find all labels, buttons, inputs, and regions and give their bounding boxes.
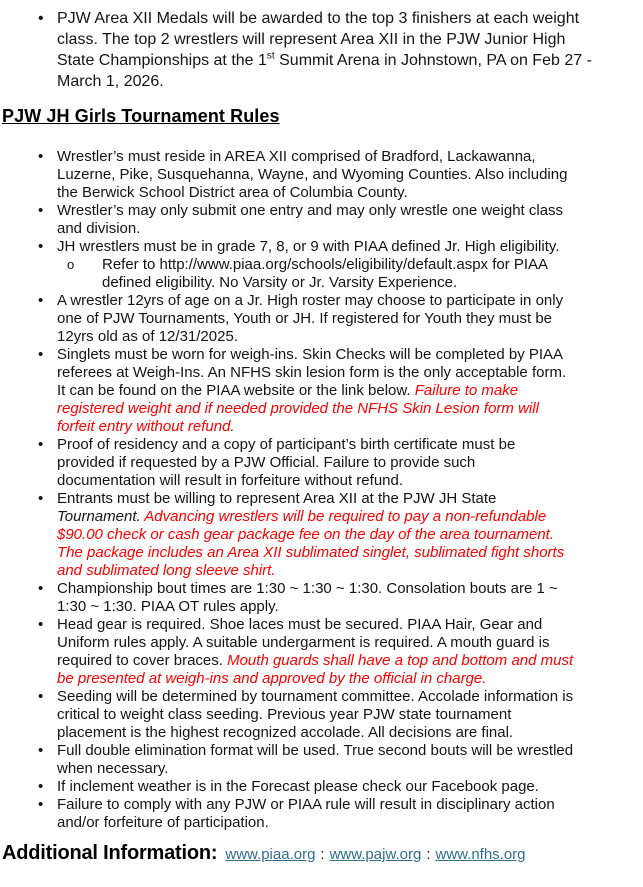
bullet-text: PJW Area XII Medals will be awarded to the top 3 finishers at each weight class. The top 2 wrestlers will represent Area XII in the PJW Junior High State Championships at the 1 [57, 10, 580, 69]
list-item [2, 778, 575, 796]
sub-list-item [57, 256, 575, 292]
bullet-text: Summit Arena in Johnstown, PA on Feb 27 -March 1, 2026. [57, 52, 592, 90]
rules-bullet-list [2, 148, 643, 832]
bullet-text: If inclement weather is in the Forecast please check our Facebook page. [57, 778, 539, 795]
bullet-text: Wrestler’s must reside in AREA XII comprised of Bradford, Lackawanna, Luzerne, Pike, Susquehanna, Wayne, and Wyoming Counties. Also including the Berwick School District area of Columbia County. [57, 148, 568, 201]
bullet-text: Head gear is required. Shoe laces must be secured. PIAA Hair, Gear and Uniform rules apply. A suitable undergarment is required. A mouth guard is required to cover braces. [57, 616, 550, 669]
emphasis-red-text: Mouth guards shall have a top and bottom and must be presented at weigh-ins and approved by the official in charge. [57, 652, 574, 687]
bullet-text: Singlets must be worn for weigh-ins. Skin Checks will be completed by PIAA referees at Weigh-Ins. An NFHS skin lesion form is the only acceptable form. It can be found on the PIAA website or the link below. [57, 346, 567, 399]
superscript-ordinal: st [266, 50, 275, 62]
list-item [2, 202, 575, 238]
list-item [2, 616, 575, 688]
sub-bullet-list [57, 256, 575, 292]
bullet-text: Failure to comply with any PJW or PIAA rule will result in disciplinary action and/or forfeiture of participation. [57, 796, 555, 831]
list-item [2, 436, 575, 490]
link-piaa[interactable]: www.piaa.org [225, 846, 316, 863]
bullet-text: Refer to http://www.piaa.org/schools/eligibility/default.aspx for PIAA defined eligibility. No Varsity or Jr. Varsity Experience. [102, 256, 548, 291]
list-item [2, 580, 575, 616]
additional-info [2, 842, 643, 865]
list-item [2, 8, 599, 92]
bullet-text: JH wrestlers must be in grade 7, 8, or 9 with PIAA defined Jr. High eligibility. [57, 238, 560, 255]
intro-bullet-list [2, 8, 643, 92]
bullet-text: Proof of residency and a copy of participant’s birth certificate must be provided if requested by a PJW Official. Failure to provide such documentation will result in forfeiture without refund. [57, 436, 516, 489]
bullet-text: Full double elimination format will be used. True second bouts will be wrestled when necessary. [57, 742, 574, 777]
link-separator: : [320, 846, 325, 863]
list-item [2, 238, 575, 292]
list-item [2, 742, 575, 778]
list-item [2, 346, 575, 436]
bullet-text: Entrants must be willing to represent Area XII at the PJW JH State [57, 490, 497, 507]
list-item [2, 796, 575, 832]
list-item [2, 490, 575, 580]
bullet-text: Seeding will be determined by tournament committee. Accolade information is critical to weight class seeding. Previous year PJW state tournament placement is the highest recognized accolade. All decisions are final. [57, 688, 574, 741]
bullet-text: Wrestler’s may only submit one entry and may only wrestle one weight class and division. [57, 202, 564, 237]
page-title: PJW JH Girls Tournament Rules [2, 106, 280, 126]
bullet-text: Championship bout times are 1:30 ~ 1:30 ~ 1:30. Consolation bouts are 1 ~ 1:30 ~ 1:30. PIAA OT rules apply. [57, 580, 558, 615]
link-pajw[interactable]: www.pajw.org [329, 846, 422, 863]
list-item [2, 148, 575, 202]
link-separator: : [426, 846, 431, 863]
italic-text: Tournament. [57, 508, 141, 525]
list-item [2, 688, 575, 742]
bullet-text: A wrestler 12yrs of age on a Jr. High roster may choose to participate in only one of PJW Tournaments, Youth or JH. If registered for Youth they must be 12yrs old as of 12/31/2025. [57, 292, 564, 345]
additional-info-label: Additional Information: [2, 842, 218, 864]
list-item [2, 292, 575, 346]
link-nfhs[interactable]: www.nfhs.org [435, 846, 526, 863]
emphasis-red-text: Advancing wrestlers will be required to pay a non-refundable $90.00 check or cash gear package fee on the day of the area tournament. The package includes an Area XII sublimated singlet, sublimated fight shorts and sublimated long sleeve shirt. [57, 508, 565, 579]
emphasis-red-text: Failure to make registered weight and if needed provided the NFHS Skin Lesion form will forfeit entry without refund. [57, 382, 539, 435]
